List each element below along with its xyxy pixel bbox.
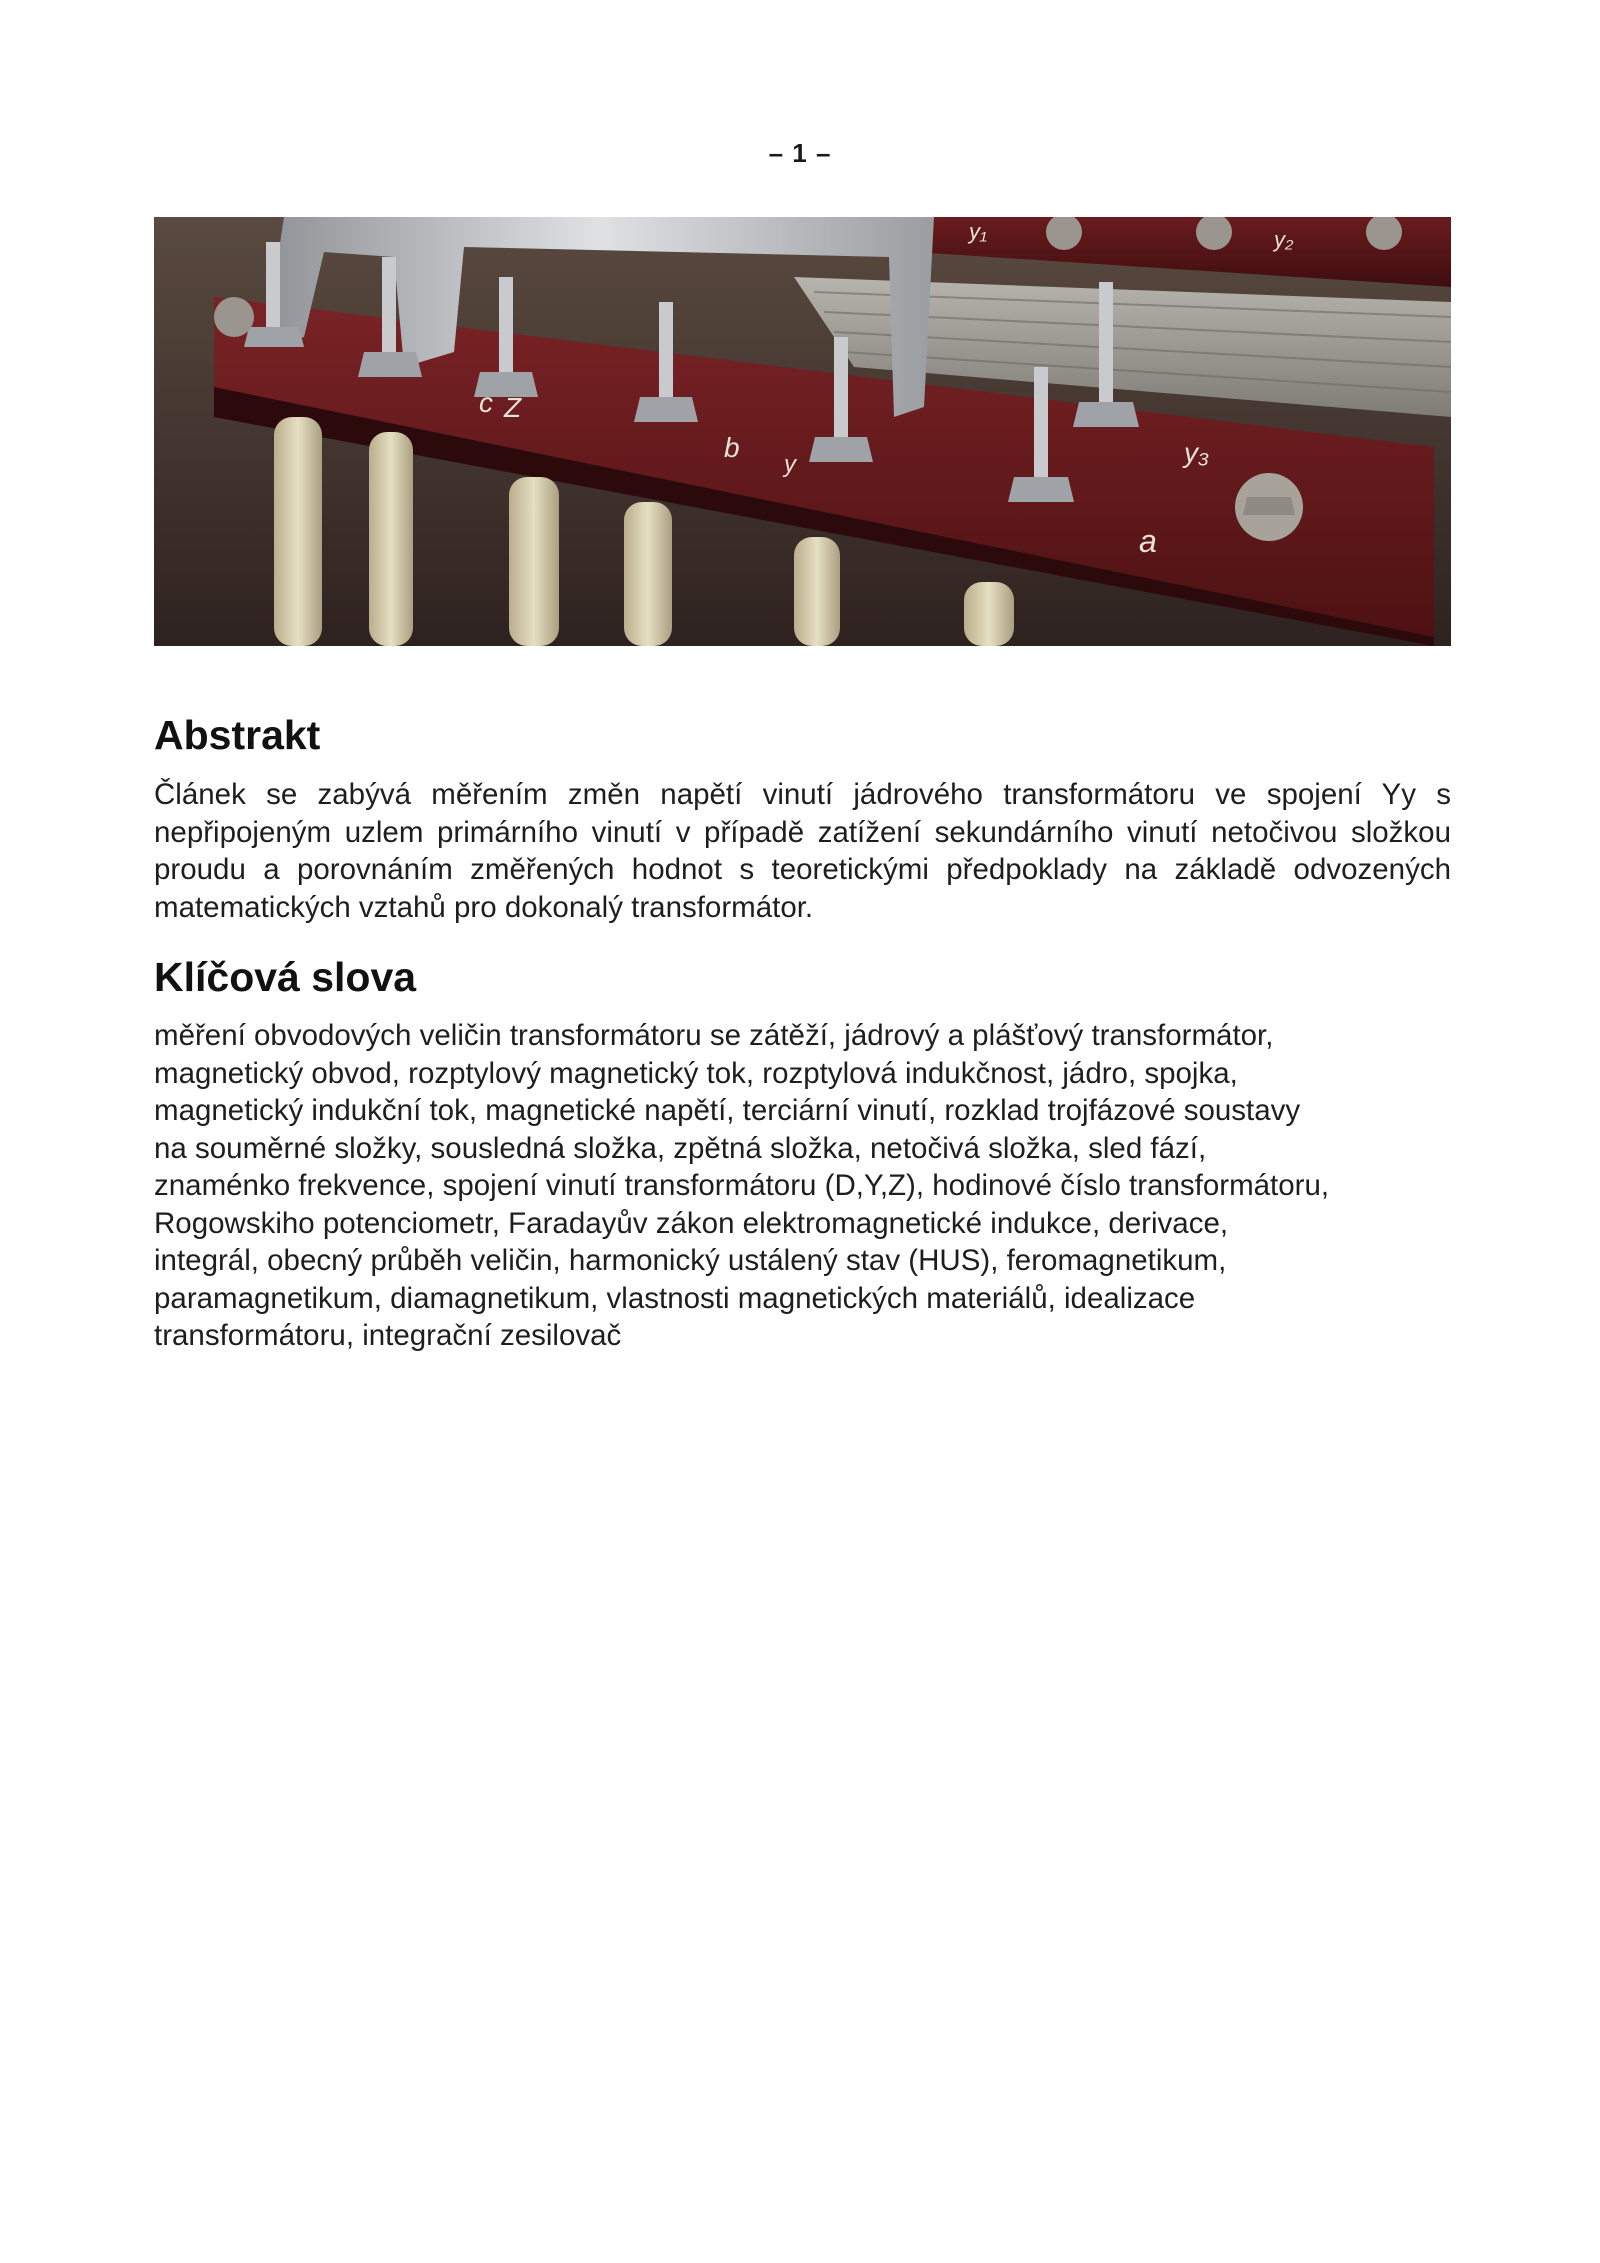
keywords-line: Rogowskiho potenciometr, Faradayův zákon elektromagnetické indukce, derivace, <box>154 1206 1229 1240</box>
transformer-terminal-photo <box>154 217 1451 646</box>
page-number: – 1 – <box>768 138 832 168</box>
board-label-c: c <box>479 387 493 418</box>
keywords-heading: Klíčová slova <box>154 954 417 1000</box>
keywords-line: paramagnetikum, diamagnetikum, vlastnosti magnetických materiálů, idealizace <box>154 1281 1196 1315</box>
board-label-y1: y₁ <box>969 219 987 244</box>
board-label-y: y <box>784 451 796 478</box>
keywords-line: na souměrné složky, sousledná složka, zpětná složka, netočivá složka, sled fází, <box>154 1131 1207 1165</box>
keywords-text <box>154 1017 1451 1355</box>
board-label-y3: y₃ <box>1184 437 1210 468</box>
abstract-heading: Abstrakt <box>154 712 321 758</box>
keywords-line: měření obvodových veličin transformátoru se zátěží, jádrový a plášťový transformátor, <box>154 1019 1274 1052</box>
keywords-line: integrál, obecný průběh veličin, harmonický ustálený stav (HUS), feromagnetikum, <box>154 1244 1227 1277</box>
keywords-line: znaménko frekvence, spojení vinutí transformátoru (D,Y,Z), hodinové číslo transformátoru, <box>154 1169 1330 1202</box>
board-label-a: a <box>1139 523 1157 559</box>
board-label-y2: y₂ <box>1274 227 1294 252</box>
keywords-line: transformátoru, integrační zesilovač <box>154 1319 622 1352</box>
keywords-line: magnetický indukční tok, magnetické napětí, terciární vinutí, rozklad trojfázové soustavy <box>154 1094 1301 1127</box>
board-label-b: b <box>724 432 740 463</box>
keywords-line: magnetický obvod, rozptylový magnetický tok, rozptylová indukčnost, jádro, spojka, <box>154 1056 1238 1090</box>
board-label-z: Z <box>504 392 522 423</box>
abstract-text: Článek se zabývá měřením změn napětí vinutí jádrového transformátoru ve spojení Yy s nepřipojeným uzlem primárního vinutí v případě zatížení sekundárního vinutí netočivou složkou proudu a porovnáním změřených hodnot s teoretickými předpoklady na základě odvozených matematických vztahů pro dokonalý transformátor. <box>154 778 1451 924</box>
